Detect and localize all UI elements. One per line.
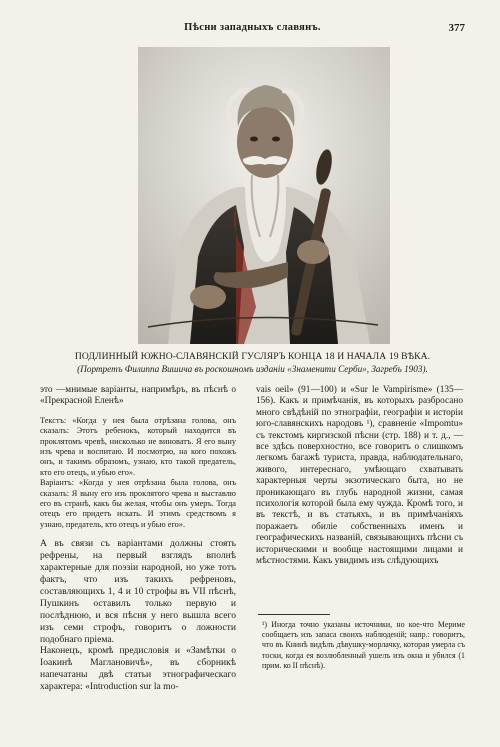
caption-source: (Портретъ Филиппа Вишича въ роскошномъ изданіи «Знаменити Серби», Загребъ 1903). xyxy=(77,364,428,374)
right-column xyxy=(256,385,463,568)
paragraph: Наконецъ, кромѣ предисловія и «Замѣтки о Іоакинѣ Маглановичѣ», въ сборникѣ напечатаны двѣ статьи этнографическаго характера: «Introduction sur la mo- xyxy=(40,645,236,693)
header-title: Пѣсни западныхъ славянъ. xyxy=(184,22,321,33)
paragraph: vais oeil» (91—100) и «Sur le Vampirisme» (135—156). Какъ и примѣчанія, въ которыхъ разбросано много свѣдѣній по этнографіи, географіи и исторіи юго-славянскихъ народовъ ¹), сравненіе «Impomtu» съ текстомъ киргизской пѣсни (стр. 188) и т. д., —все здѣсь поверхностно, все говоритъ о слишкомъ легкомъ багажѣ туриста, правда, наблюдательнаго, живого, интереснаго, умѣющаго схватывать характерныя черты экзотическаго быта, но не проникающаго въ глубь народной жизни, самая психологія которой была ему чужда. Кромѣ того, и въ текстѣ, и въ статьяхъ, и въ примѣчаніяхъ поражаетъ обиліе собственныхъ именъ и географическихъ названій, связывающихъ пѣсни съ историческими и вообще настоящими лицами и мѣстностями. Какъ увидимъ изъ слѣдующихъ xyxy=(256,385,463,567)
footnote-divider xyxy=(258,614,330,615)
page-number: 377 xyxy=(448,22,465,34)
caption-title: ПОДЛИННЫЙ ЮЖНО-СЛАВЯНСКІЙ ГУСЛЯРЪ КОНЦА 18 И НАЧАЛА 19 ВѢКА. xyxy=(74,351,431,362)
left-column xyxy=(40,385,236,693)
running-header xyxy=(40,22,465,38)
paragraph: А въ связи съ варіантами должны стоять рефрены, на первый взглядъ вполнѣ характерные для поэзіи народной, но уже тотъ фактъ, что изъ такихъ рефреновъ, составляющихъ 1, 4 и 10 строфы въ VII пѣснѣ, Пушкинъ оставилъ только первую и послѣднюю, и вся пѣсня у него вышла всего изъ семи строфъ, говоритъ о ложности подобнаго пріема. xyxy=(40,538,236,645)
quoted-text: Текстъ: «Когда у нея была отрѣзана голова, онъ сказалъ: Этотъ ребенокъ, который находится въ проклятомъ чревѣ, нисколько не виноватъ. Я его выну изъ чрева и воспитаю. И посмотрю, на кого похожъ онъ, и такимъ образомъ, узнаю, кто такой предатель, кто его отецъ, и убью его». xyxy=(40,415,236,477)
paragraph: это —мнимые варіанты, напримѣръ, въ пѣснѣ о «Прекрасной Еленѣ» xyxy=(40,385,236,407)
footnote xyxy=(262,620,465,671)
quoted-variant: Варіантъ: «Когда у нея отрѣзана была голова, онъ сказалъ: Я выну его изъ проклятого чрева и выставлю его въ странѣ, какъ бы желая, чтобы онъ умеръ. Тогда отецъ его придетъ искать. И этимъ средствомъ я узнаю, предатель, кто отецъ и убью его». xyxy=(40,478,236,529)
portrait-photo xyxy=(138,47,390,344)
figure-caption xyxy=(40,351,465,375)
footnote-text: ¹) Иногда точно указаны источники, но кое-что Мериме сообщаетъ изъ запаса своихъ наблюденій; напр.: говоритъ, что въ Книнѣ видѣлъ дѣвушку-морлачку, которая умерла съ тоски, когда ея возлюбленный ушелъ изъ окна и убился (1 прим. ко II пѣснѣ). xyxy=(262,620,465,670)
